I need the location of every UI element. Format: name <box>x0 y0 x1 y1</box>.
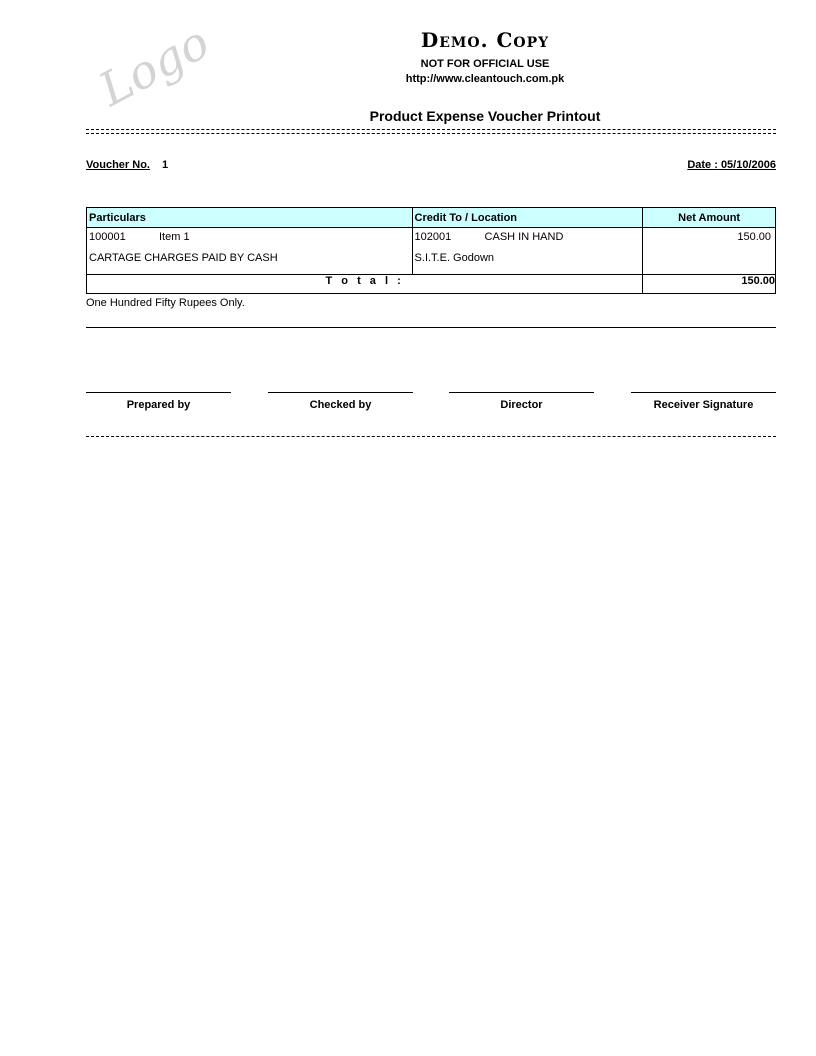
net-amount-cell <box>643 228 776 275</box>
column-particulars: Particulars <box>87 208 413 228</box>
date-label: Date : <box>687 159 718 171</box>
table-row <box>87 228 776 275</box>
checked-by-label: Checked by <box>309 399 372 411</box>
voucher-number-label: Voucher No. <box>86 159 150 171</box>
director-line <box>449 392 594 393</box>
column-credit-to: Credit To / Location <box>412 208 643 228</box>
table-header-row <box>87 208 776 228</box>
total-row <box>87 275 776 294</box>
not-official-notice: NOT FOR OFFICIAL USE <box>420 58 550 70</box>
dashed-divider <box>86 436 776 437</box>
prepared-by-line <box>86 392 231 393</box>
total-label: T o t a l : <box>87 275 643 294</box>
credit-code: 102001 <box>414 231 452 243</box>
receiver-signature-line <box>631 392 776 393</box>
voucher-date <box>687 159 776 171</box>
report-title: Product Expense Voucher Printout <box>369 108 601 124</box>
checked-by-line <box>268 392 413 393</box>
svg-text:Logo: Logo <box>90 14 218 117</box>
column-net-amount: Net Amount <box>643 208 776 228</box>
item-code: 100001 <box>89 231 126 243</box>
double-divider <box>86 129 776 134</box>
director-label: Director <box>500 399 543 411</box>
solid-divider <box>86 327 776 328</box>
logo-watermark <box>88 14 218 117</box>
item-name: Item 1 <box>159 231 190 243</box>
credit-name: CASH IN HAND <box>484 231 564 243</box>
voucher-number-value: 1 <box>161 159 169 171</box>
receiver-signature-label: Receiver Signature <box>653 399 754 411</box>
website-link[interactable]: http://www.cleantouch.com.pk <box>405 73 565 85</box>
logo-icon <box>88 14 218 117</box>
demo-copy-title: Demo. Copy <box>420 28 550 52</box>
prepared-by-label: Prepared by <box>126 399 191 411</box>
voucher-number <box>86 159 168 171</box>
location: S.I.T.E. Godown <box>414 252 495 264</box>
date-value: 05/10/2006 <box>720 159 776 171</box>
item-description: CARTAGE CHARGES PAID BY CASH <box>89 252 278 264</box>
credit-to-cell <box>412 228 643 275</box>
voucher-items-table <box>86 207 776 294</box>
total-amount: 150.00 <box>643 275 776 294</box>
particulars-cell <box>87 228 413 275</box>
amount-in-words: One Hundred Fifty Rupees Only. <box>86 297 245 309</box>
net-amount-value: 150.00 <box>737 231 771 243</box>
